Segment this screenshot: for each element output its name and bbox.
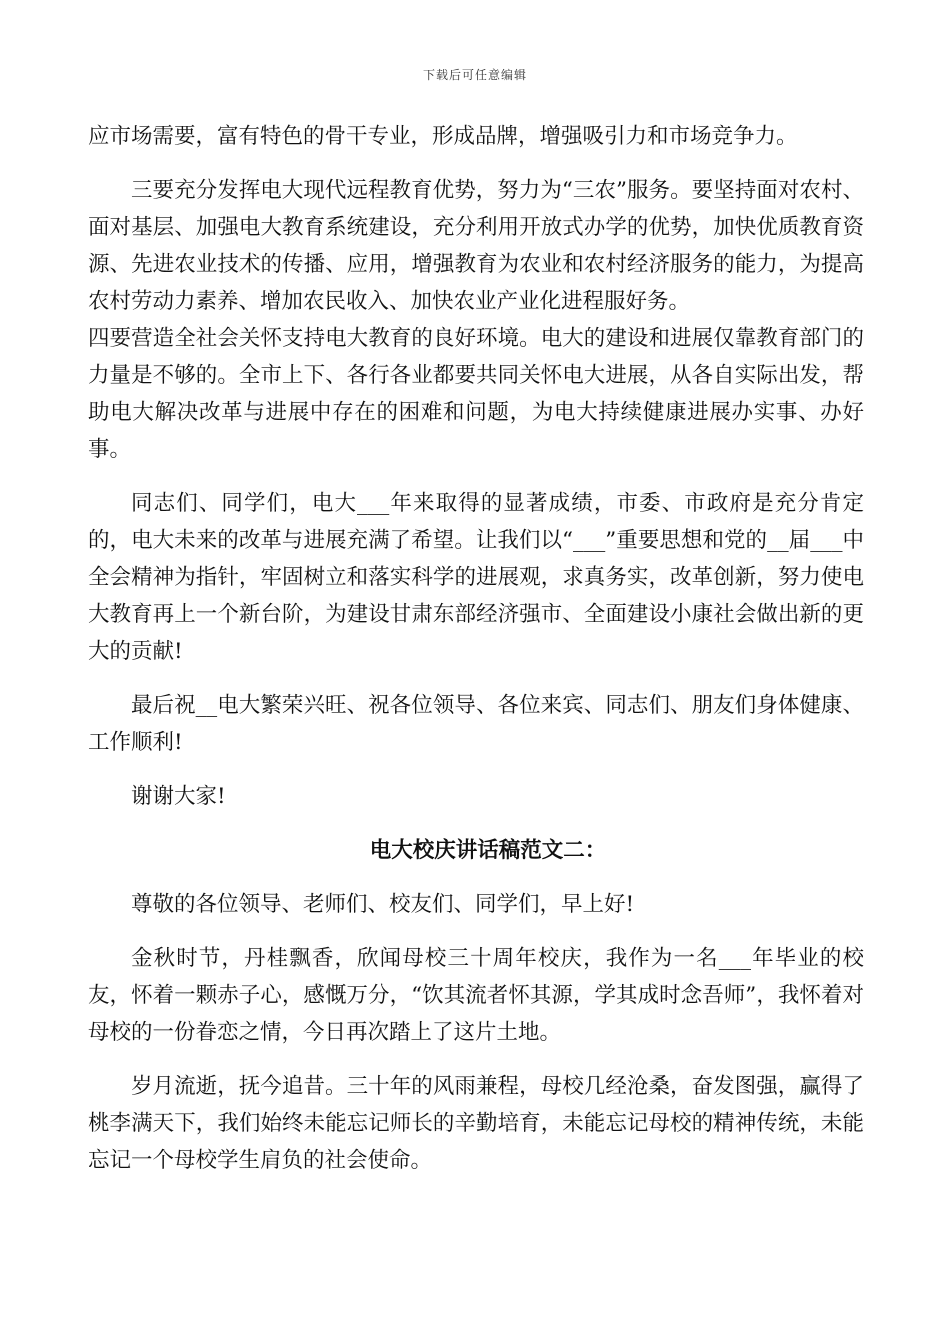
section-heading: 电大校庆讲话稿范文二： [369, 838, 607, 863]
paragraph-comrades: 同志们、同学们，电大___年来取得的显著成绩，市委、市政府是充分肯定的，电大未来的改革与进展充满了希望。让我们以“___”重要思想和党的__届___中全会精神为指针，牢固树立和落实科学的进展观，求真务实，改革创新，努力使电大教育再上一个新台阶，为建设甘肃东部经济强市、全面建设小康社会做出新的更大的贡献! [88, 491, 864, 664]
paragraph-autumn: 金秋时节，丹桂飘香，欣闻母校三十周年校庆，我作为一名___年毕业的校友，怀着一颗赤子心，感慨万分，“饮其流者怀其源，学其成时念吾师”，我怀着对母校的一份眷恋之情，今日再次踏上了这片土地。 [88, 946, 864, 1045]
paragraph-three-rural: 三要充分发挥电大现代远程教育优势，努力为“三农”服务。要坚持面对农村、面对基层、加强电大教育系统建设，充分利用开放式办学的优势，加快优质教育资源、先进农业技术的传播、应用，增强教育为农业和农村经济服务的能力，为提高农村劳动力素养、增加农民收入、加快农业产业化进程服好务。 [88, 178, 864, 314]
paragraph-wishes: 最后祝__电大繁荣兴旺、祝各位领导、各位来宾、同志们、朋友们身体健康、工作顺利! [88, 693, 864, 755]
paragraph-continuation: 应市场需要，富有特色的骨干专业，形成品牌，增强吸引力和市场竞争力。 [88, 124, 798, 149]
document-body [88, 118, 864, 1179]
paragraph-environment: 四要营造全社会关怀支持电大教育的良好环境。电大的建设和进展仅靠教育部门的力量是不够的。全市上下、各行各业都要共同关怀电大进展，从各自实际出发，帮助电大解决改革与进展中存在的困难和问题，为电大持续健康进展办实事、办好事。 [88, 326, 864, 462]
paragraph-thanks: 谢谢大家! [131, 784, 226, 809]
page-header: 下载后可任意编辑 [422, 68, 527, 82]
paragraph-greeting: 尊敬的各位领导、老师们、校友们、同学们，早上好! [131, 892, 635, 917]
paragraph-years: 岁月流逝，抚今追昔。三十年的风雨兼程，母校几经沧桑，奋发图强，赢得了桃李满天下，我们始终未能忘记师长的辛勤培育，未能忘记母校的精神传统，未能忘记一个母校学生肩负的社会使命。 [88, 1074, 864, 1173]
